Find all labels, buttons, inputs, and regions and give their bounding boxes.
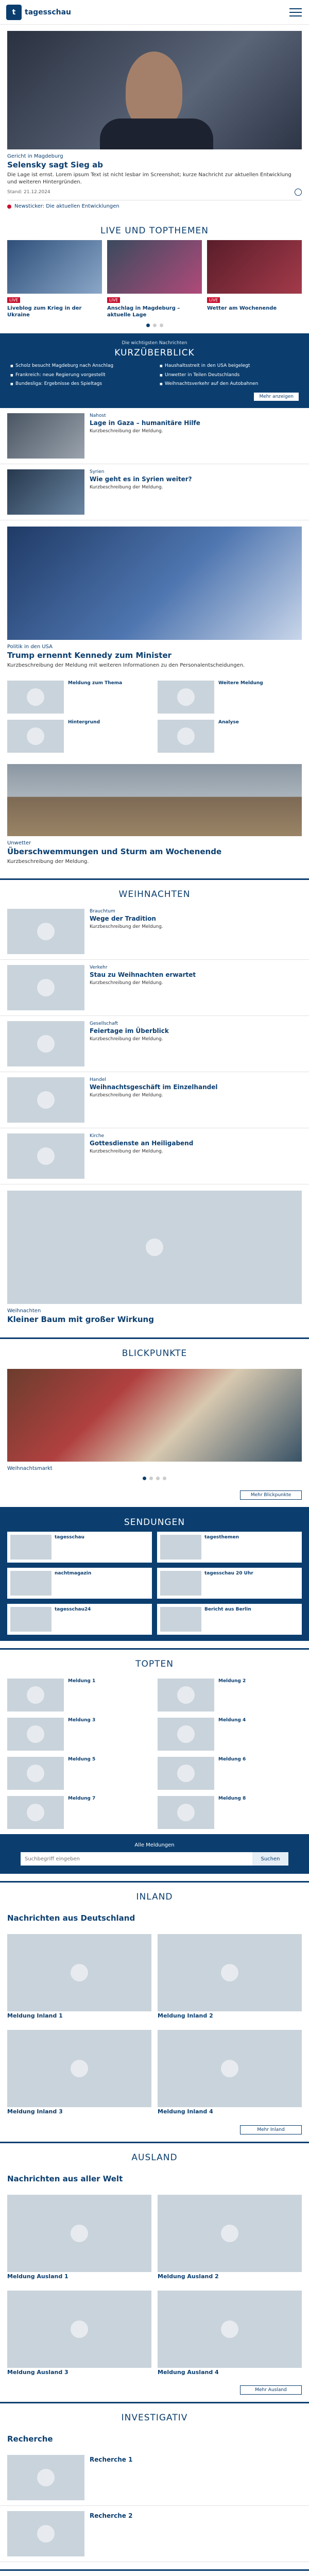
feature-grid bbox=[0, 675, 309, 758]
kurzueberblick bbox=[0, 333, 309, 408]
feature-dachzeile: Politik in den USA bbox=[7, 644, 53, 650]
list-item[interactable] bbox=[0, 2450, 309, 2506]
ausland-card-title: Meldung Ausland 3 bbox=[7, 2368, 68, 2376]
search-section bbox=[0, 1834, 309, 1874]
inland-card-title: Meldung Inland 3 bbox=[7, 2108, 63, 2115]
mini-card-title: Meldung zum Thema bbox=[68, 680, 123, 686]
ausland-lead[interactable]: Nachrichten aus aller Welt bbox=[7, 2174, 123, 2183]
section-inland bbox=[0, 1881, 309, 2134]
feature-headline: Trump ernennt Kennedy zum Minister bbox=[7, 651, 172, 660]
topten-image bbox=[7, 1796, 64, 1829]
kurz-kicker: Die wichtigsten Nachrichten bbox=[122, 341, 187, 346]
blickpunkte-caption: Weihnachtsmarkt bbox=[7, 1466, 53, 1472]
list-item-headline: Weihnachtsgeschäft im Einzelhandel bbox=[90, 1083, 218, 1091]
hero-dachzeile: Gericht in Magdeburg bbox=[7, 154, 63, 159]
list-item-image bbox=[7, 2511, 84, 2556]
menu-icon[interactable] bbox=[288, 6, 303, 19]
kurz-more-button[interactable]: Mehr anzeigen bbox=[254, 393, 299, 401]
weihnachten-big-link[interactable] bbox=[7, 1191, 302, 1324]
site-header bbox=[0, 0, 309, 25]
sendung-title: Bericht aus Berlin bbox=[204, 1607, 251, 1613]
section-faktenfinder bbox=[0, 2569, 309, 2576]
list-item-dachzeile: Kirche bbox=[90, 1133, 105, 1139]
ausland-card-image bbox=[7, 2195, 151, 2272]
live-ticker-link[interactable] bbox=[7, 200, 302, 209]
list-item-image bbox=[7, 1021, 84, 1066]
sendung-card[interactable] bbox=[157, 1568, 302, 1599]
ausland-card-title: Meldung Ausland 4 bbox=[158, 2368, 219, 2376]
ausland-more-button[interactable]: Mehr Ausland bbox=[240, 2385, 302, 2395]
list-item-image bbox=[7, 413, 84, 459]
list-item-text: Kurzbeschreibung der Meldung. bbox=[90, 980, 163, 986]
live-ticker-label: Newsticker: Die aktuellen Entwicklungen bbox=[14, 204, 119, 209]
live-card[interactable] bbox=[7, 240, 102, 318]
hero-headline: Selensky sagt Sieg ab bbox=[7, 160, 103, 170]
list-item-image bbox=[7, 1133, 84, 1179]
inland-card[interactable] bbox=[158, 1934, 302, 2020]
feature-teaser bbox=[0, 520, 309, 675]
search-label: Alle Meldungen bbox=[134, 1842, 175, 1849]
section-topten bbox=[0, 1648, 309, 1834]
list-item-image bbox=[7, 2455, 84, 2500]
inland-title: INLAND bbox=[136, 1892, 173, 1903]
mini-card-title: Analyse bbox=[218, 719, 239, 725]
news-list bbox=[0, 408, 309, 520]
topten-item[interactable] bbox=[158, 1679, 302, 1711]
list-item-dachzeile: Handel bbox=[90, 1077, 106, 1083]
live-card-image bbox=[107, 240, 202, 294]
ausland-card-image bbox=[7, 2291, 151, 2368]
ausland-card[interactable] bbox=[7, 2291, 151, 2376]
topten-title-text: Meldung 8 bbox=[218, 1796, 246, 1802]
blickpunkte-title: BLICKPUNKTE bbox=[122, 1348, 187, 1359]
ausland-card-image bbox=[158, 2291, 302, 2368]
live-card-image bbox=[7, 240, 102, 294]
mini-card-image bbox=[158, 681, 214, 714]
search-input[interactable] bbox=[21, 1852, 252, 1866]
inland-card[interactable] bbox=[7, 2030, 151, 2115]
hero-teaser bbox=[0, 25, 309, 215]
topten-item[interactable] bbox=[158, 1796, 302, 1829]
investigativ-lead[interactable]: Recherche bbox=[7, 2434, 53, 2444]
live-dot-icon bbox=[7, 205, 11, 209]
topten-title-text: Meldung 7 bbox=[68, 1796, 96, 1802]
mini-card-title: Hintergrund bbox=[68, 719, 100, 725]
topten-item[interactable] bbox=[7, 1757, 151, 1790]
list-item-dachzeile: Gesellschaft bbox=[90, 1021, 118, 1027]
mini-card-image bbox=[158, 720, 214, 753]
sendung-title: nachtmagazin bbox=[55, 1571, 92, 1577]
list-item[interactable] bbox=[0, 408, 309, 464]
topten-item[interactable] bbox=[158, 1757, 302, 1790]
live-card-title: Liveblog zum Krieg in der Ukraine bbox=[7, 306, 82, 318]
section-ausland bbox=[0, 2142, 309, 2395]
inland-card[interactable] bbox=[7, 1934, 151, 2020]
hero-link[interactable] bbox=[7, 31, 302, 185]
sendung-title: tagesschau24 bbox=[55, 1607, 91, 1613]
topten-title-text: Meldung 1 bbox=[68, 1679, 96, 1684]
inland-card-image bbox=[158, 1934, 302, 2011]
section-weihnachten bbox=[0, 878, 309, 1330]
sendung-card[interactable] bbox=[7, 1532, 152, 1563]
live-card[interactable] bbox=[207, 240, 302, 318]
list-item-dachzeile: Verkehr bbox=[90, 965, 108, 971]
kurz-item[interactable]: ■ Haushaltsstreit in den USA beigelegt bbox=[160, 363, 299, 369]
topten-title-text: Meldung 3 bbox=[68, 1718, 96, 1723]
kurz-item[interactable]: ■ Scholz besucht Magdeburg nach Anschlag bbox=[10, 363, 149, 369]
blickpunkte-pager[interactable] bbox=[7, 1477, 302, 1480]
inland-card-title: Meldung Inland 4 bbox=[158, 2108, 213, 2115]
topten-item[interactable] bbox=[158, 1718, 302, 1751]
kurz-item[interactable]: ■ Frankreich: neue Regierung vorgestellt bbox=[10, 372, 149, 379]
inland-card[interactable] bbox=[158, 2030, 302, 2115]
ausland-card-title: Meldung Ausland 2 bbox=[158, 2273, 219, 2280]
list-item-headline: Stau zu Weihnachten erwartet bbox=[90, 971, 196, 979]
list-item-text: Kurzbeschreibung der Meldung. bbox=[90, 1093, 163, 1098]
list-item-image bbox=[7, 469, 84, 515]
feature-link[interactable] bbox=[7, 527, 302, 669]
weihnachten-big-image bbox=[7, 1191, 302, 1304]
mini-card[interactable] bbox=[158, 681, 302, 714]
list-item-image bbox=[7, 965, 84, 1010]
sendung-card[interactable] bbox=[157, 1532, 302, 1563]
blickpunkte-more-button[interactable]: Mehr Blickpunkte bbox=[240, 1490, 302, 1500]
sendung-image bbox=[10, 1571, 52, 1596]
topten-image bbox=[158, 1796, 214, 1829]
topten-title-text: Meldung 2 bbox=[218, 1679, 246, 1684]
list-item-headline: Recherche 2 bbox=[90, 2512, 133, 2520]
inland-card-image bbox=[7, 2030, 151, 2107]
list-item-text: Kurzbeschreibung der Meldung. bbox=[90, 485, 163, 490]
list-item-text: Kurzbeschreibung der Meldung. bbox=[90, 1149, 163, 1155]
topten-image bbox=[7, 1679, 64, 1711]
ausland-card[interactable] bbox=[7, 2195, 151, 2280]
weihnachten-title: WEIHNACHTEN bbox=[118, 889, 191, 900]
mini-card[interactable] bbox=[158, 720, 302, 753]
list-item-dachzeile: Nahost bbox=[90, 413, 106, 419]
list-item[interactable] bbox=[0, 464, 309, 520]
list-item-text: Kurzbeschreibung der Meldung. bbox=[90, 429, 163, 434]
list-item[interactable] bbox=[0, 1128, 309, 1184]
sendungen-title: SENDUNGEN bbox=[124, 1517, 185, 1528]
hero-teaser-text: Die Lage ist ernst. Lorem ipsum Text ist nicht lesbar im Screenshot; kurze Nachricht zur aktuellen Entwicklung und weiteren Hintergründen. bbox=[7, 172, 291, 185]
topten-image bbox=[7, 1718, 64, 1751]
list-item-image bbox=[7, 909, 84, 954]
flood-image bbox=[7, 764, 302, 836]
ausland-card-image bbox=[158, 2195, 302, 2272]
topten-item[interactable] bbox=[7, 1718, 151, 1751]
section-investigativ bbox=[0, 2402, 309, 2562]
share-icon[interactable] bbox=[295, 189, 302, 196]
topten-item[interactable] bbox=[7, 1679, 151, 1711]
topten-title: TOPTEN bbox=[135, 1659, 174, 1670]
sendung-title: tagesschau 20 Uhr bbox=[204, 1571, 253, 1577]
feature-text: Kurzbeschreibung der Meldung mit weiteren Informationen zu den Personalentscheidungen. bbox=[7, 663, 245, 669]
sendung-image bbox=[160, 1607, 201, 1632]
list-item-headline: Feiertage im Überblick bbox=[90, 1027, 169, 1035]
list-item[interactable] bbox=[0, 1016, 309, 1072]
list-item-text: Kurzbeschreibung der Meldung. bbox=[90, 1037, 163, 1042]
flood-link[interactable] bbox=[7, 764, 302, 866]
mini-card-image bbox=[7, 720, 64, 753]
flood-headline: Überschwemmungen und Sturm am Wochenende bbox=[7, 846, 222, 856]
list-item[interactable] bbox=[0, 1072, 309, 1128]
investigativ-title: INVESTIGATIV bbox=[121, 2413, 188, 2424]
list-item-headline: Gottesdienste an Heiligabend bbox=[90, 1140, 194, 1147]
live-badge: LIVE bbox=[107, 297, 120, 303]
weihnachten-big-dachzeile: Weihnachten bbox=[7, 1308, 41, 1314]
list-item-dachzeile: Syrien bbox=[90, 469, 105, 475]
topten-item[interactable] bbox=[7, 1796, 151, 1829]
topten-image bbox=[158, 1679, 214, 1711]
topten-title-text: Meldung 6 bbox=[218, 1757, 246, 1762]
topten-image bbox=[158, 1718, 214, 1751]
inland-lead[interactable]: Nachrichten aus Deutschland bbox=[7, 1913, 135, 1923]
mini-card[interactable] bbox=[7, 720, 151, 753]
list-item-image bbox=[7, 1077, 84, 1123]
live-section-title: LIVE UND TOPTHEMEN bbox=[100, 226, 209, 236]
hero-meta: Stand: 21.12.2024 bbox=[7, 190, 50, 195]
list-item-dachzeile: Brauchtum bbox=[90, 909, 115, 914]
hero-image bbox=[7, 31, 302, 149]
kurz-item[interactable]: ■ Unwetter in Teilen Deutschlands bbox=[160, 372, 299, 379]
topten-image bbox=[7, 1757, 64, 1790]
kurz-title: KURZÜBERBLICK bbox=[114, 348, 195, 358]
inland-card-title: Meldung Inland 2 bbox=[158, 2012, 213, 2020]
live-badge: LIVE bbox=[7, 297, 20, 303]
logo-link[interactable] bbox=[6, 5, 71, 20]
kurz-list bbox=[10, 363, 299, 387]
flood-text: Kurzbeschreibung der Meldung. bbox=[7, 858, 89, 865]
sendung-image bbox=[160, 1571, 201, 1596]
ausland-title: AUSLAND bbox=[131, 2152, 178, 2163]
live-card-title: Wetter am Wochenende bbox=[207, 306, 277, 311]
blickpunkte-image[interactable] bbox=[7, 1369, 302, 1462]
topten-title-text: Meldung 4 bbox=[218, 1718, 246, 1723]
flood-teaser bbox=[0, 758, 309, 872]
flood-dachzeile: Unwetter bbox=[7, 840, 31, 846]
live-card[interactable] bbox=[107, 240, 202, 318]
topten-image bbox=[158, 1757, 214, 1790]
sendung-card[interactable] bbox=[7, 1568, 152, 1599]
live-badge: LIVE bbox=[207, 297, 220, 303]
sendung-card[interactable] bbox=[7, 1604, 152, 1635]
list-item[interactable] bbox=[0, 904, 309, 960]
inland-card-image bbox=[7, 1934, 151, 2011]
list-item-headline: Recherche 1 bbox=[90, 2456, 133, 2464]
carousel-pager[interactable] bbox=[7, 324, 302, 327]
section-blickpunkte bbox=[0, 1337, 309, 1500]
list-item[interactable] bbox=[0, 2506, 309, 2562]
live-card-title: Anschlag in Magdeburg – aktuelle Lage bbox=[107, 306, 180, 318]
live-card-image bbox=[207, 240, 302, 294]
logo-mark: t bbox=[6, 5, 22, 20]
weihnachten-big-headline: Kleiner Baum mit großer Wirkung bbox=[7, 1315, 154, 1325]
logo-text: tagesschau bbox=[25, 8, 72, 16]
list-item-headline: Wie geht es in Syrien weiter? bbox=[90, 476, 192, 483]
list-item-headline: Wege der Tradition bbox=[90, 915, 156, 923]
mini-card-title: Weitere Meldung bbox=[218, 680, 263, 686]
inland-more-button[interactable]: Mehr Inland bbox=[240, 2125, 302, 2134]
feature-image bbox=[7, 527, 302, 640]
ausland-card[interactable] bbox=[158, 2291, 302, 2376]
sendung-image bbox=[10, 1535, 52, 1560]
search-button[interactable]: Suchen bbox=[252, 1852, 288, 1866]
kurz-item[interactable]: ■ Weihnachtsverkehr auf den Autobahnen bbox=[160, 381, 299, 387]
inland-card-image bbox=[158, 2030, 302, 2107]
ausland-card-title: Meldung Ausland 1 bbox=[7, 2273, 68, 2280]
list-item-text: Kurzbeschreibung der Meldung. bbox=[90, 924, 163, 930]
mini-card[interactable] bbox=[7, 681, 151, 714]
live-section bbox=[0, 215, 309, 333]
kurz-item[interactable]: ■ Bundesliga: Ergebnisse des Spieltags bbox=[10, 381, 149, 387]
list-item[interactable] bbox=[0, 960, 309, 1016]
sendung-title: tagesschau bbox=[55, 1535, 84, 1540]
sendung-card[interactable] bbox=[157, 1604, 302, 1635]
sendung-title: tagesthemen bbox=[204, 1535, 239, 1540]
mini-card-image bbox=[7, 681, 64, 714]
list-item-headline: Lage in Gaza – humanitäre Hilfe bbox=[90, 419, 200, 427]
sendung-image bbox=[160, 1535, 201, 1560]
section-sendungen bbox=[0, 1507, 309, 1641]
ausland-card[interactable] bbox=[158, 2195, 302, 2280]
topten-title-text: Meldung 5 bbox=[68, 1757, 96, 1762]
inland-card-title: Meldung Inland 1 bbox=[7, 2012, 63, 2020]
sendung-image bbox=[10, 1607, 52, 1632]
